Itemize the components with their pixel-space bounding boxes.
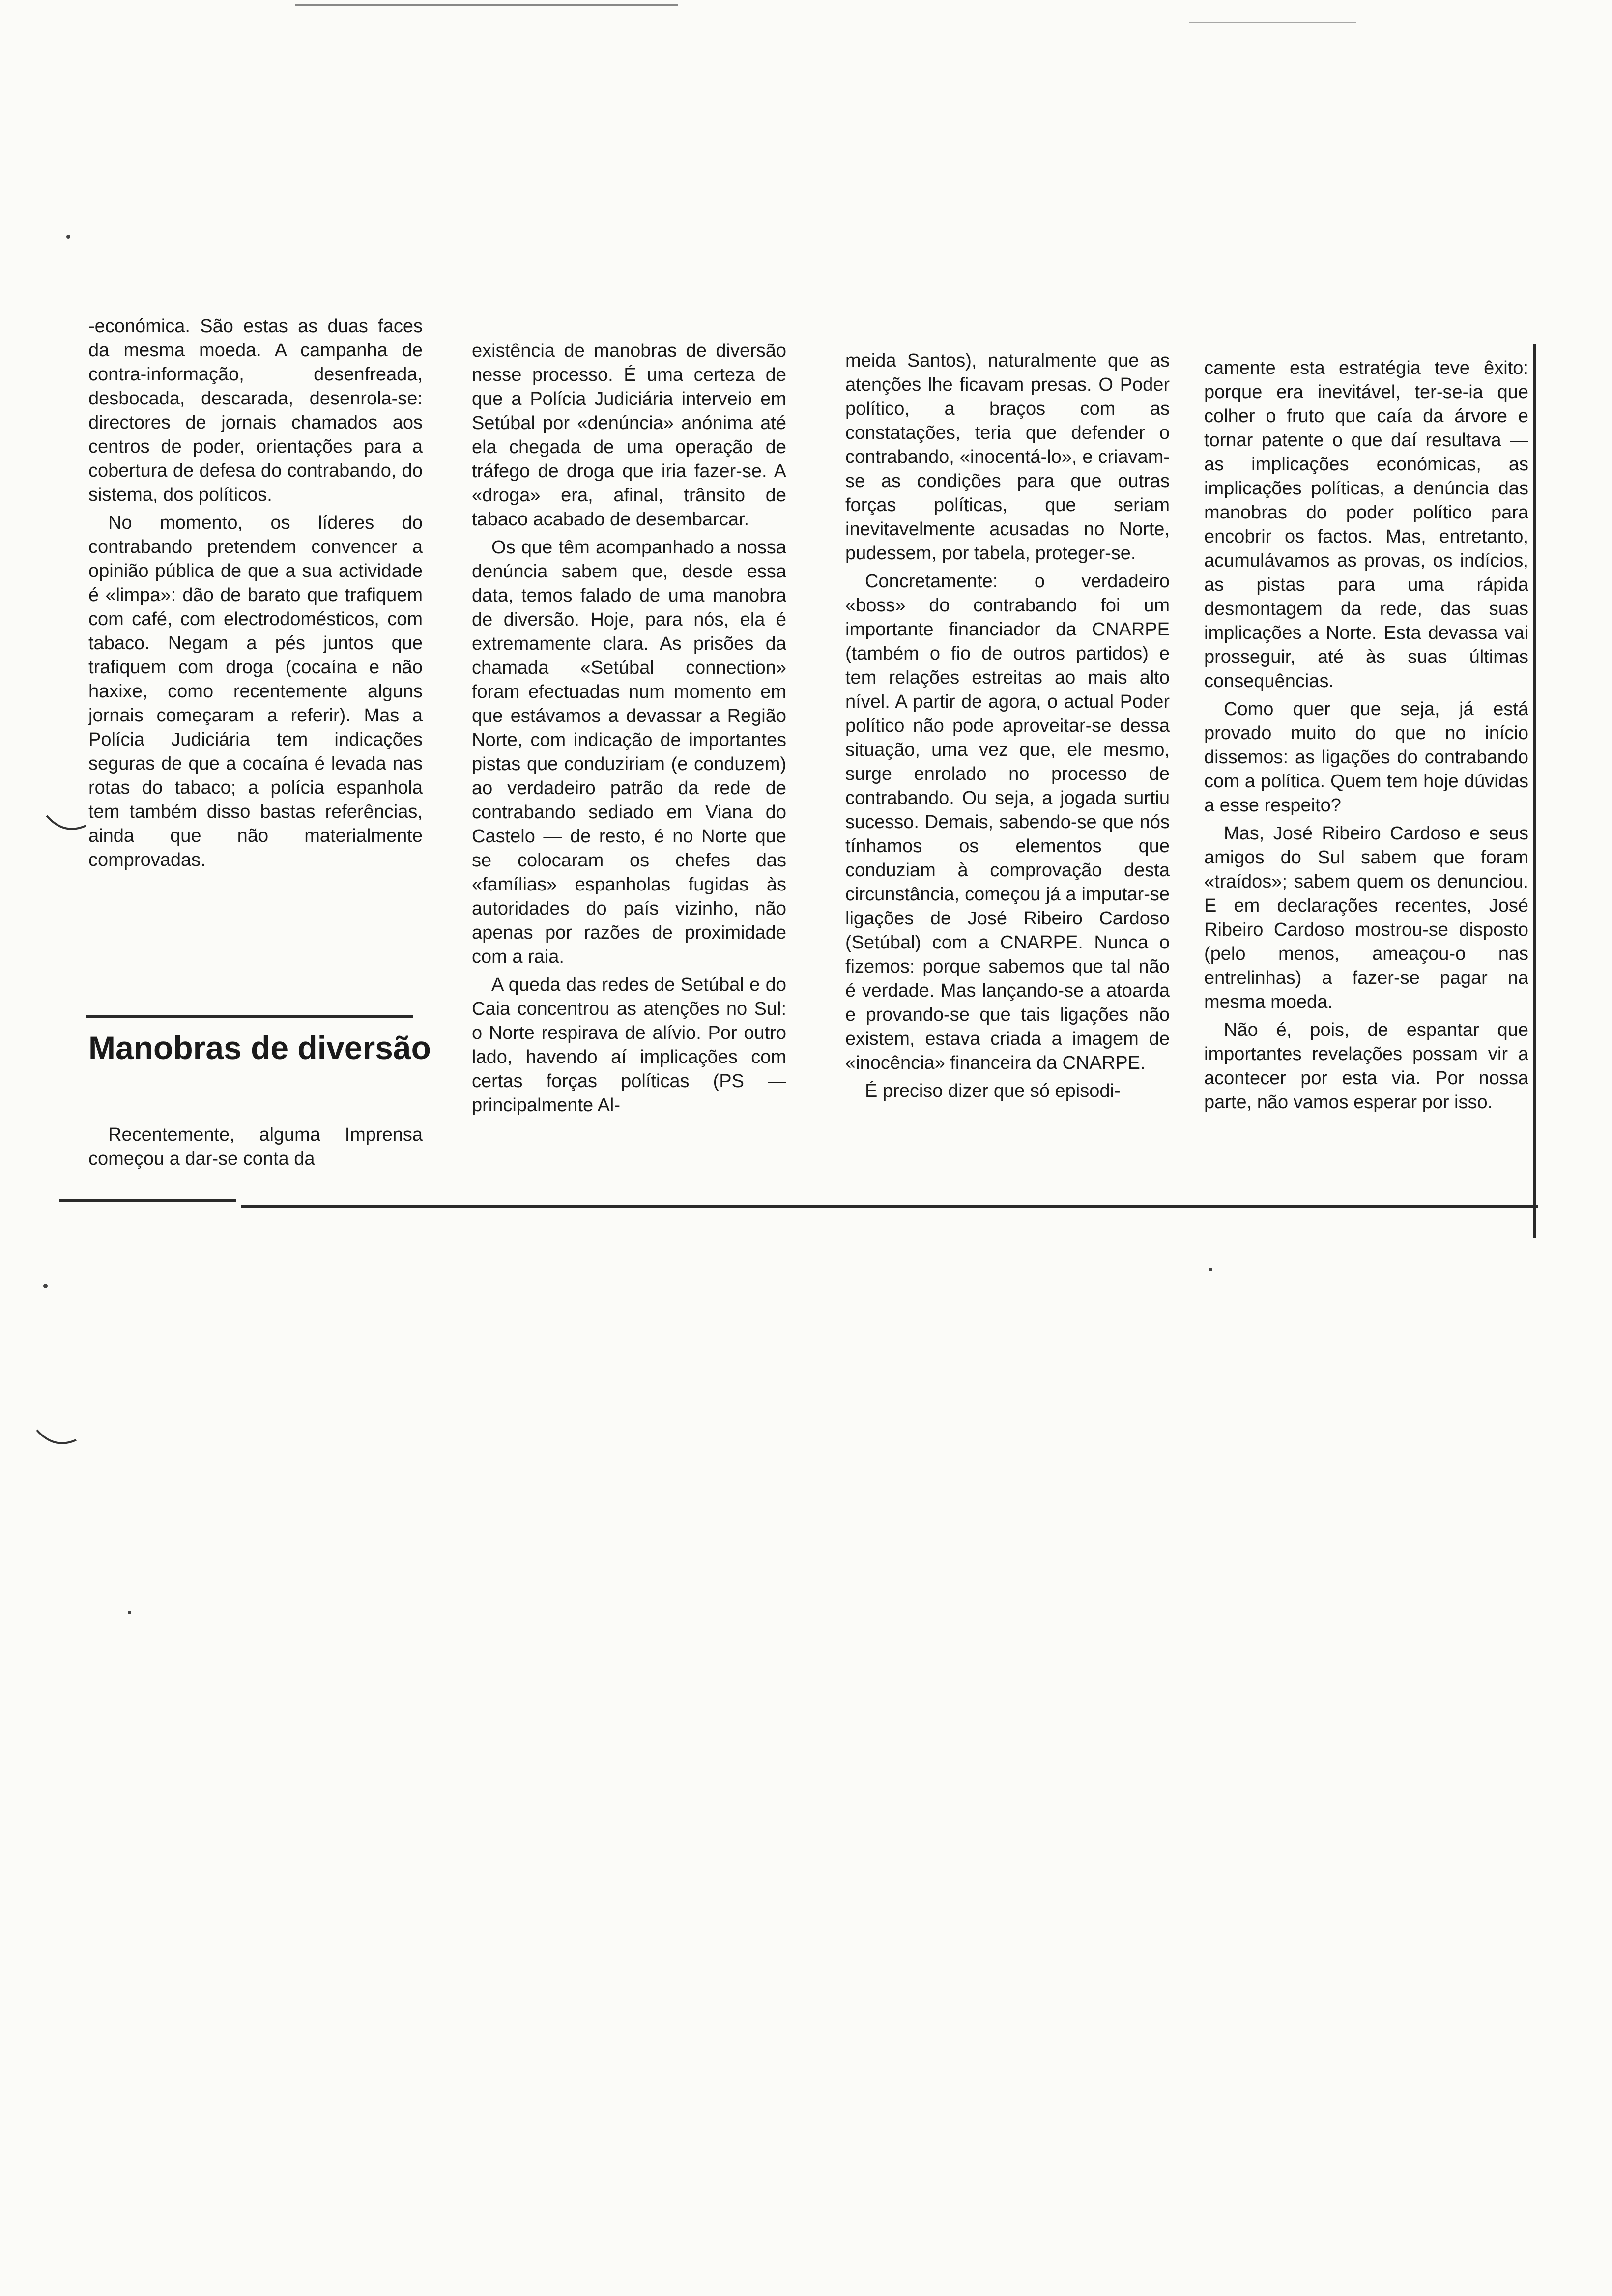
article-column-4: [1204, 356, 1528, 1115]
column-3-paragraph: meida Santos), naturalmente que as atenções lhe ficavam presas. O Poder político, a braços com as constatações, teria que defender o contrabando, «inocentá-lo», e criavam-se as condições para que outras forças políticas, que seriam inevitavelmente acusadas no Norte, pudessem, por tabela, proteger-se.: [845, 350, 1170, 564]
scan-speck: [128, 1611, 131, 1614]
scan-top-edge-mark: [295, 4, 678, 6]
scan-speck: [43, 1284, 48, 1288]
column-4-paragraph: Como quer que seja, já está provado muito do que no início dissemos: as ligações do contrabando com a política. Quem tem hoje dúvidas a esse respeito?: [1204, 699, 1528, 816]
column-3-paragraph: É preciso dizer que só episodi-: [865, 1081, 1121, 1101]
article-column-1: [88, 315, 423, 872]
section-divider: [86, 1015, 413, 1018]
column-4-paragraph: camente esta estratégia teve êxito: porque era inevitável, ter-se-ia que colher o fruto que caía da árvore e tornar patente o que daí resultava — as implicações económicas, as implicações políticas, a denúncia das manobras do poder político para encobrir os factos. Mas, entretanto, acumulávamos as provas, os indícios, as pistas para uma rápida desmontagem da rede, das suas implicações a Norte. Esta devassa vai prosseguir, até às suas últimas consequências.: [1204, 358, 1528, 691]
column-2-paragraph: existência de manobras de diversão nesse processo. É uma certeza de que a Polícia Judiciária interveio em Setúbal por «denúncia» anónima até ela chegada de uma operação de tráfego de droga que iria fazer-se. A «droga» era, afinal, trânsito de tabaco acabado de desembarcar.: [472, 341, 786, 530]
article-column-2: [472, 339, 786, 1118]
section-lead-paragraph: Recentemente, alguma Imprensa começou a dar-se conta da: [88, 1124, 423, 1169]
scan-speck: [66, 235, 70, 239]
column-4-paragraph: Mas, José Ribeiro Cardoso e seus amigos do Sul sabem que foram «traídos»; sabem quem os denunciou. E em declarações recentes, José Ribeiro Cardoso mostrou-se disposto (pelo menos, ameaçou-o nas entrelinhas) a fazer-se pagar na mesma moeda.: [1204, 823, 1528, 1012]
hole-punch-mark: [44, 811, 88, 840]
column-1-paragraph: -económica. São estas as duas faces da mesma moeda. A campanha de contra-informação, desenfreada, desbocada, descarada, desenrola-se: directores de jornais chamados aos centros de poder, orientações para a cobertura de defesa do contrabando, do sistema, dos políticos.: [88, 316, 423, 505]
column-4-paragraph: Não é, pois, de espantar que importantes revelações possam vir a acontecer por esta via. Por nossa parte, não vamos esperar por isso.: [1204, 1020, 1528, 1113]
article-column-3: [845, 349, 1170, 1103]
section-heading: Manobras de diversão: [88, 1030, 431, 1066]
column-1-paragraph: No momento, os líderes do contrabando pretendem convencer a opinião pública de que a sua actividade é «limpa»: dão de barato que trafiquem com café, com electrodomésticos, com tabaco. Negam a pés juntos que trafiquem com droga (cocaína e não haxixe, como recentemente alguns jornais começaram a referir). Mas a Polícia Judiciária tem indicações seguras de que a cocaína é levada nas rotas do tabaco; a polícia espanhola tem também disso bastas referências, ainda que não materialmente comprovadas.: [88, 513, 423, 870]
column-3-paragraph: Concretamente: o verdadeiro «boss» do contrabando foi um importante financiador da CNARPE (também o fio de outros partidos) e tem relações estreitas ao mais alto nível. A partir de agora, o actual Poder político não pode aproveitar-se dessa situação, uma vez que, ele mesmo, surge enrolado no processo de contrabando. Ou seja, a jogada surtiu sucesso. Demais, sabendo-se que nós tínhamos os elementos que conduziam à comprovação desta circunstância, começou já a imputar-se ligações de José Ribeiro Cardoso (Setúbal) com a CNARPE. Nunca o fizemos: porque sabemos que tal não é verdade. Mas lançando-se a atoarda e provando-se que tais ligações não existem, estava criada a imagem de «inocência» financeira da CNARPE.: [845, 571, 1170, 1073]
clipping-bottom-border: [59, 1199, 236, 1202]
hole-punch-mark: [34, 1425, 79, 1455]
column-2-paragraph: A queda das redes de Setúbal e do Caia concentrou as atenções no Sul: o Norte respirava de alívio. Por outro lado, havendo aí implicações com certas forças políticas (PS — principalmente Al-: [472, 975, 786, 1116]
column-2-paragraph: Os que têm acompanhado a nossa denúncia sabem que, desde essa data, temos falado de uma manobra de diversão. Hoje, para nós, ela é extremamente clara. As prisões da chamada «Setúbal connection» foram efectuadas num momento em que estávamos a devassar a Região Norte, com indicação de importantes pistas que conduziriam (e conduzem) ao verdadeiro patrão da rede de contrabando sediado em Viana do Castelo — de resto, é no Norte que se colocaram os chefes das «famílias» espanholas fugidas às autoridades do país vizinho, não apenas por razões de proximidade com a raia.: [472, 537, 786, 967]
clipping-bottom-border: [241, 1205, 1538, 1208]
scan-speck: [1209, 1268, 1212, 1271]
clipping-right-border: [1533, 344, 1536, 1238]
scan-top-right-mark: [1189, 22, 1356, 23]
